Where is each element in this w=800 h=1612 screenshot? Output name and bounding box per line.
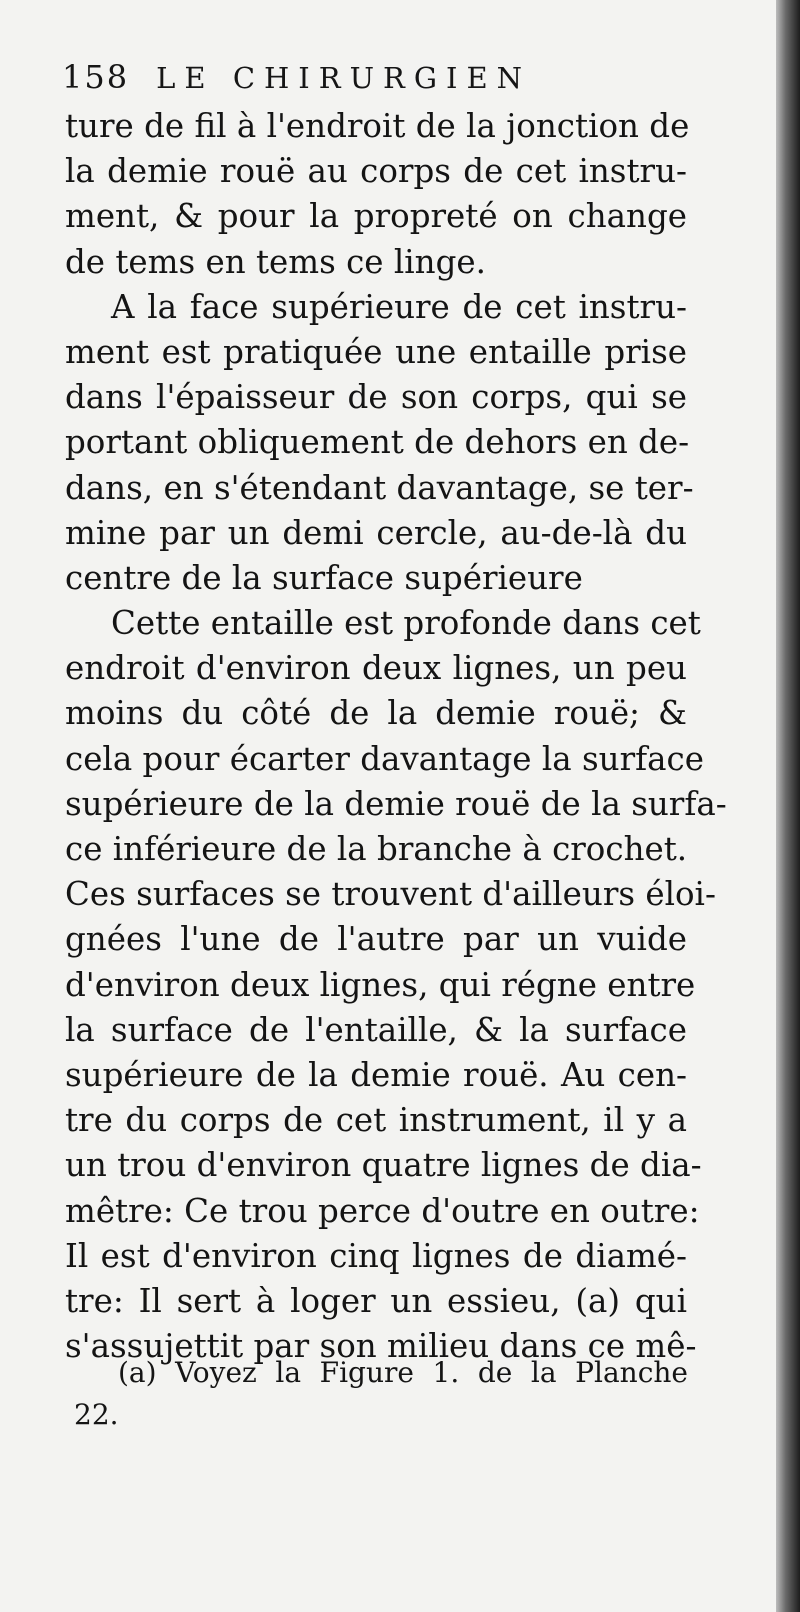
footnote-line: 22.	[74, 1398, 119, 1431]
page-number: 158	[62, 58, 130, 96]
text-line: un trou d'environ quatre lignes de dia-	[65, 1146, 702, 1185]
text-line: portant obliquement de dehors en de-	[65, 423, 690, 462]
footnote	[74, 1352, 688, 1436]
text-line: mine par un demi cercle, au-de-là du	[65, 513, 687, 552]
text-line: ce inférieure de la branche à crochet.	[65, 830, 688, 868]
text-line: supérieure de la demie rouë de la surfa-	[65, 784, 727, 823]
text-line: dans, en s'étendant davantage, se ter-	[65, 468, 694, 507]
text-line: tre: Il sert à loger un essieu, (a) qui	[65, 1281, 687, 1320]
text-line: de tems en tems ce linge.	[65, 242, 486, 281]
body-text	[65, 104, 727, 1369]
text-line: centre de la surface supérieure	[65, 558, 583, 597]
text-line: supérieure de la demie rouë. Au cen-	[65, 1055, 687, 1094]
text-line: Ces surfaces se trouvent d'ailleurs éloi-	[65, 875, 716, 914]
text-line: d'environ deux lignes, qui régne entre	[65, 965, 696, 1004]
text-line: ment, & pour la propreté on change	[65, 197, 687, 236]
text-line: ture de fil à l'endroit de la jonction de	[65, 107, 690, 145]
text-line: Il est d'environ cinq lignes de diamé-	[65, 1236, 687, 1275]
running-title: LE CHIRURGIEN	[156, 61, 532, 95]
text-line: tre du corps de cet instrument, il y a	[65, 1101, 687, 1140]
text-line: dans l'épaisseur de son corps, qui se	[65, 378, 687, 417]
text-line: mêtre: Ce trou perce d'outre en outre:	[65, 1191, 700, 1230]
text-line: la demie rouë au corps de cet instru-	[65, 152, 687, 191]
gutter-shadow	[776, 0, 800, 1612]
text-line: gnées l'une de l'autre par un vuide	[65, 920, 687, 959]
text-line: ment est pratiquée une entaille prise	[65, 332, 687, 371]
text-line: la surface de l'entaille, & la surface	[65, 1010, 687, 1049]
text-line: endroit d'environ deux lignes, un peu	[65, 649, 687, 688]
footnote-line: (a) Voyez la Figure 1. de la Planche	[118, 1356, 688, 1389]
text-line: s'assujettit par son milieu dans ce mê-	[65, 1327, 697, 1366]
text-line: cela pour écarter davantage la surface	[65, 739, 704, 778]
text-line: moins du côté de la demie rouë; &	[65, 694, 687, 733]
text-line: A la face supérieure de cet instru-	[111, 287, 687, 326]
text-line: Cette entaille est profonde dans cet	[111, 604, 701, 643]
